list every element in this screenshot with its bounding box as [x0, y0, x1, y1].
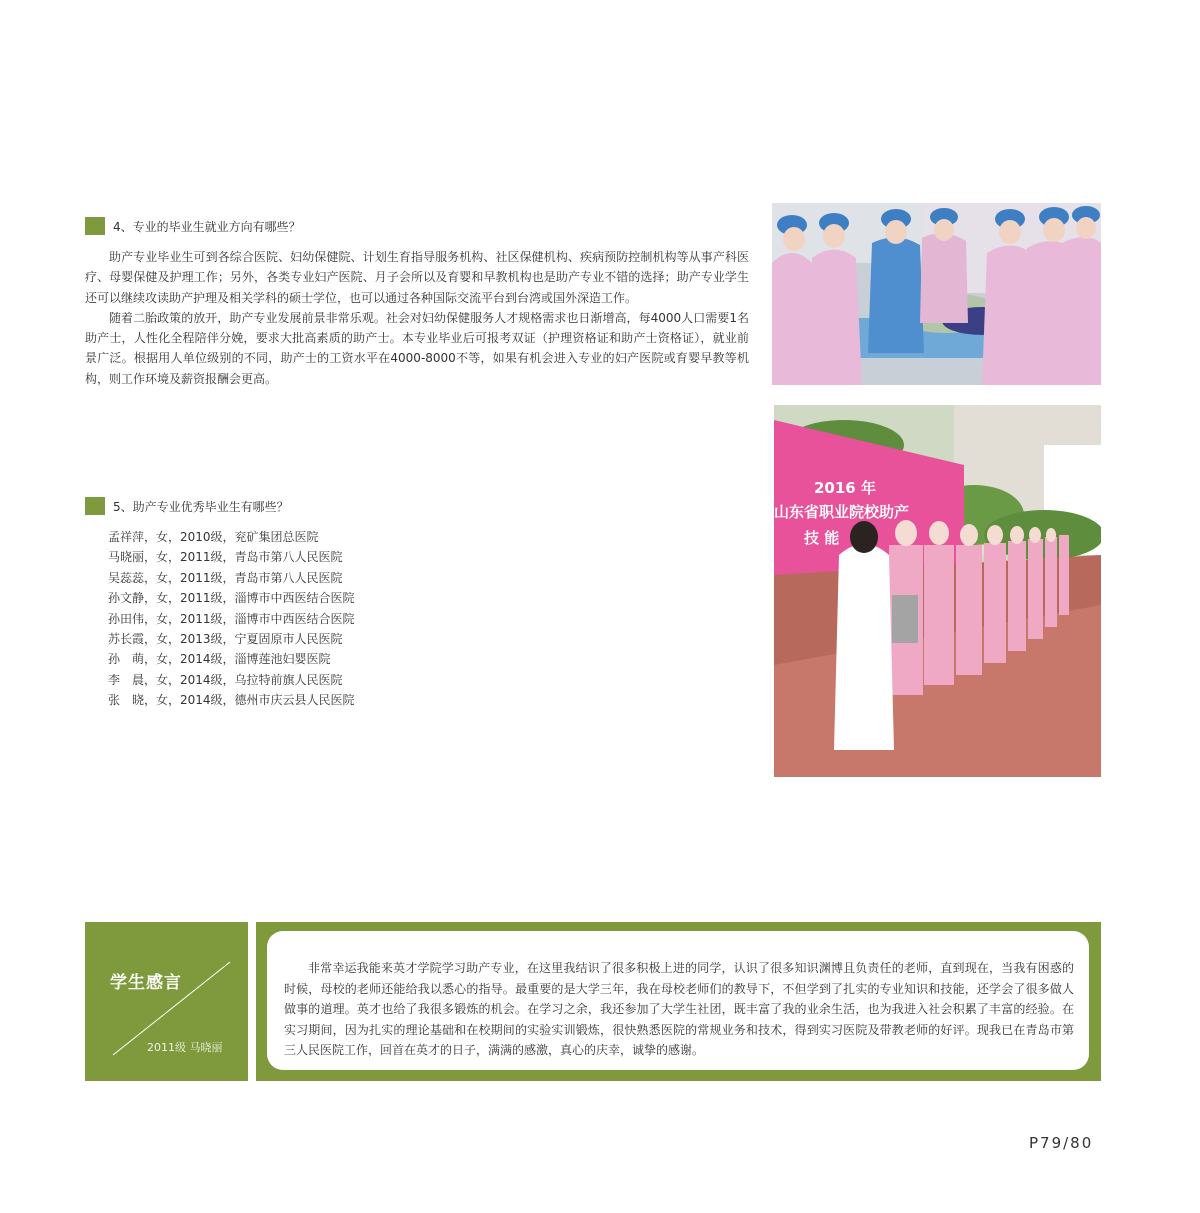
banner-line1: 山东省职业院校助产	[774, 503, 910, 521]
banner-year: 2016 年	[814, 479, 876, 497]
section5-heading	[85, 497, 289, 515]
testimonial-text-box	[284, 958, 1074, 1061]
graduate-item: 吴蕊蕊，女，2011级，青岛市第八人民医院	[108, 570, 343, 585]
section-marker-icon	[85, 497, 105, 515]
testimonial-text: 非常幸运我能来英才学院学习助产专业，在这里我结识了很多积极上进的同学，认识了很多知识渊博且负责任的老师，直到现在，当我有困惑的时候，母校的老师还能给我以悉心的指导。最重要的是大学三年，我在母校老师们的教导下，不但学到了扎实的专业知识和技能，还学会了很多做人做事的道理。英才也给了我很多锻炼的机会。在学习之余，我还参加了大学生社团，既丰富了我的业余生活，也为我进入社会积累了丰富的经验。在实习期间，因为扎实的理论基础和在校期间的实验实训锻炼，很快熟悉医院的常规业务和技术，得到实习医院及带教老师的好评。现我已在青岛市第三人民医院工作，回首在英才的日子，满满的感激，真心的庆幸，诚挚的感谢。	[284, 961, 1074, 1057]
section4-paragraph: 助产专业毕业生可到各综合医院、妇幼保健院、计划生育指导服务机构、社区保健机构、疾病预防控制机构等从事产科医疗、母婴保健及护理工作；另外，各类专业妇产医院、月子会所以及育婴和早教机构也是助产专业不错的选择；助产专业学生还可以继续攻读助产护理及相关学科的硕士学位，也可以通过各种国际交流平台到台湾或国外深造工作。	[85, 250, 749, 305]
graduate-item: 李 晨，女，2014级，乌拉特前旗人民医院	[108, 672, 343, 687]
page-number: P79/80	[1029, 1134, 1094, 1152]
training-lab-image	[772, 203, 1101, 385]
competition-image	[774, 405, 1101, 777]
graduate-item: 马晓丽，女，2011级，青岛市第八人民医院	[108, 550, 343, 565]
section4-paragraph: 随着二胎政策的放开，助产专业发展前景非常乐观。社会对妇幼保健服务人才规格需求也日渐增高，每4000人口需要1名助产士，人性化全程陪伴分娩，要求大批高素质的助产士。本专业毕业后可报考双证（护理资格证和助产士资格证），就业前景广泛。根据用人单位级别的不同，助产士的工资水平在4000-8000不等，如果有机会进入专业的妇产医院或育婴早教等机构，则工作环境及薪资报酬会更高。	[85, 310, 749, 386]
diagonal-line-icon	[85, 922, 248, 1081]
testimonial-author: 2011级 马晓丽	[147, 1041, 223, 1054]
section4-title: 4、专业的毕业生就业方向有哪些？	[113, 219, 301, 234]
testimonial-label-panel	[85, 922, 248, 1081]
photo-competition	[774, 405, 1101, 777]
graduate-item: 孟祥萍，女，2010级，兖矿集团总医院	[108, 530, 319, 544]
graduate-item: 苏长霞，女，2013级，宁夏固原市人民医院	[108, 632, 343, 647]
graduate-item: 张 晓，女，2014级，德州市庆云县人民医院	[108, 693, 355, 708]
photo-training-lab	[772, 203, 1101, 385]
graduate-list	[108, 527, 355, 711]
section-marker-icon	[85, 217, 105, 235]
section5-title: 5、助产专业优秀毕业生有哪些？	[113, 499, 289, 514]
testimonial-title: 学生感言	[110, 973, 182, 993]
graduate-item: 孙 萌，女，2014级，淄博莲池妇婴医院	[108, 652, 331, 667]
banner-line2: 技 能	[804, 529, 840, 547]
section4-body	[85, 247, 749, 389]
testimonial-bubble	[267, 931, 1089, 1070]
graduate-item: 孙文静，女，2011级，淄博市中西医结合医院	[108, 591, 355, 606]
testimonial-content-panel	[256, 922, 1101, 1081]
graduate-item: 孙田伟，女，2011级，淄博市中西医结合医院	[108, 611, 355, 626]
section4-heading	[85, 217, 301, 235]
